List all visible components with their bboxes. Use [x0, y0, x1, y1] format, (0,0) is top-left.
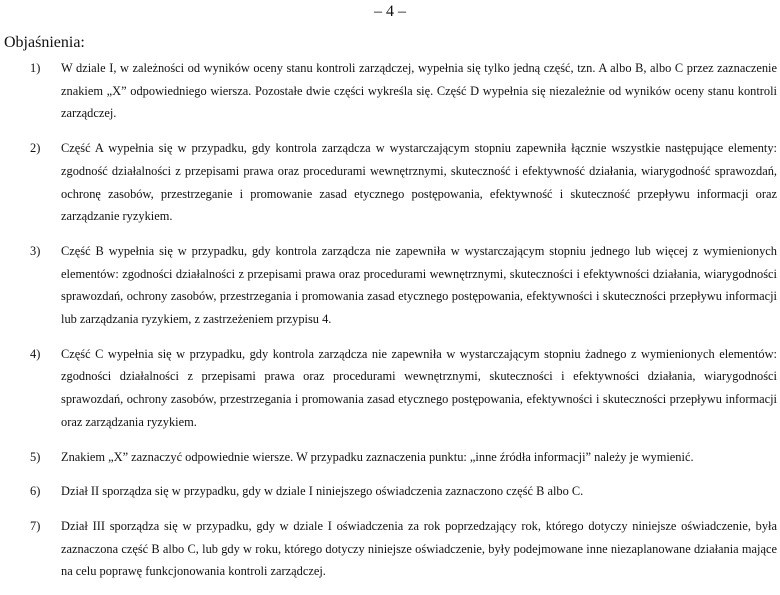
note-number: 2): [30, 141, 41, 156]
note-item-4: [0, 343, 780, 434]
note-number: 1): [30, 61, 41, 75]
note-text: Dział III sporządza się w przypadku, gdy w dziale I oświadczenia za rok poprzedzający rok, którego dotyczy niniejsze oświadczenie, była zaznaczona część B albo C, lub gdy w roku, którego dotyczy niniejsze oświadczenie, były podejmowane inne niezaplanowane działania mające na celu poprawę funkcjonowania kontroli zarządczej.: [61, 518, 777, 579]
note-item-5: [0, 446, 780, 469]
note-item-3: [0, 240, 780, 331]
note-text: Znakiem „X” zaznaczyć odpowiednie wiersze. W przypadku zaznaczenia punktu: „inne źródła informacji” należy je wymienić.: [61, 449, 694, 464]
note-text: Część B wypełnia się w przypadku, gdy kontrola zarządcza nie zapewniła w wystarczającym stopniu jednego lub więcej z wymienionych elementów: zgodności działalności z przepisami prawa oraz procedurami wewnętrznymi, skuteczności i efektywności działania, wiarygodności sprawozdań, ochrony zasobów, przestrzegania i promowania zasad etycznego postępowania, efektywności i skuteczności przepływu informacji lub zarządzania ryzykiem, z zastrzeżeniem przypisu 4.: [61, 243, 777, 327]
note-text: W dziale I, w zależności od wyników oceny stanu kontroli zarządczej, wypełnia się tylko jedną część, tzn. A albo B, albo C przez zaznaczenie znakiem „X” odpowiedniego wiersza. Pozostałe dwie części wykreśla się. Część D wypełnia się niezależnie od wyników oceny stanu kontroli zarządczej.: [61, 61, 777, 121]
explanations-heading: Objaśnienia:: [4, 34, 85, 51]
note-item-6: [0, 480, 780, 503]
note-number: 3): [30, 243, 41, 258]
note-text: Część A wypełnia się w przypadku, gdy kontrola zarządcza w wystarczającym stopniu zapewniła łącznie wszystkie następujące elementy: zgodność działalności z przepisami prawa oraz procedurami wewnętrznymi, skuteczność i efektywność działania, wiarygodność sprawozdań, ochronę zasobów, przestrzeganie i promowanie zasad etycznego postępowania, efektywność i skuteczność przepływu informacji oraz zarządzanie ryzykiem.: [61, 141, 777, 224]
note-number: 4): [30, 346, 41, 361]
note-item-1: [0, 57, 780, 125]
explanations-list: [0, 57, 780, 595]
note-item-7: [0, 515, 780, 583]
note-item-2: [0, 137, 780, 228]
note-number: 7): [30, 518, 41, 533]
note-number: 5): [30, 449, 41, 464]
note-text: Część C wypełnia się w przypadku, gdy kontrola zarządcza nie zapewniła w wystarczającym stopniu żadnego z wymienionych elementów: zgodności działalności z przepisami prawa oraz procedurami wewnętrznymi, skuteczności i efektywności działania, wiarygodności sprawozdań, ochrony zasobów, przestrzegania i promowania zasad etycznego postępowania, efektywności i skuteczności przepływu informacji oraz zarządzania ryzykiem.: [61, 346, 777, 429]
note-number: 6): [30, 484, 41, 499]
page-number: – 4 –: [374, 3, 406, 20]
note-text: Dział II sporządza się w przypadku, gdy w dziale I niniejszego oświadczenia zaznaczono część B albo C.: [61, 484, 584, 499]
